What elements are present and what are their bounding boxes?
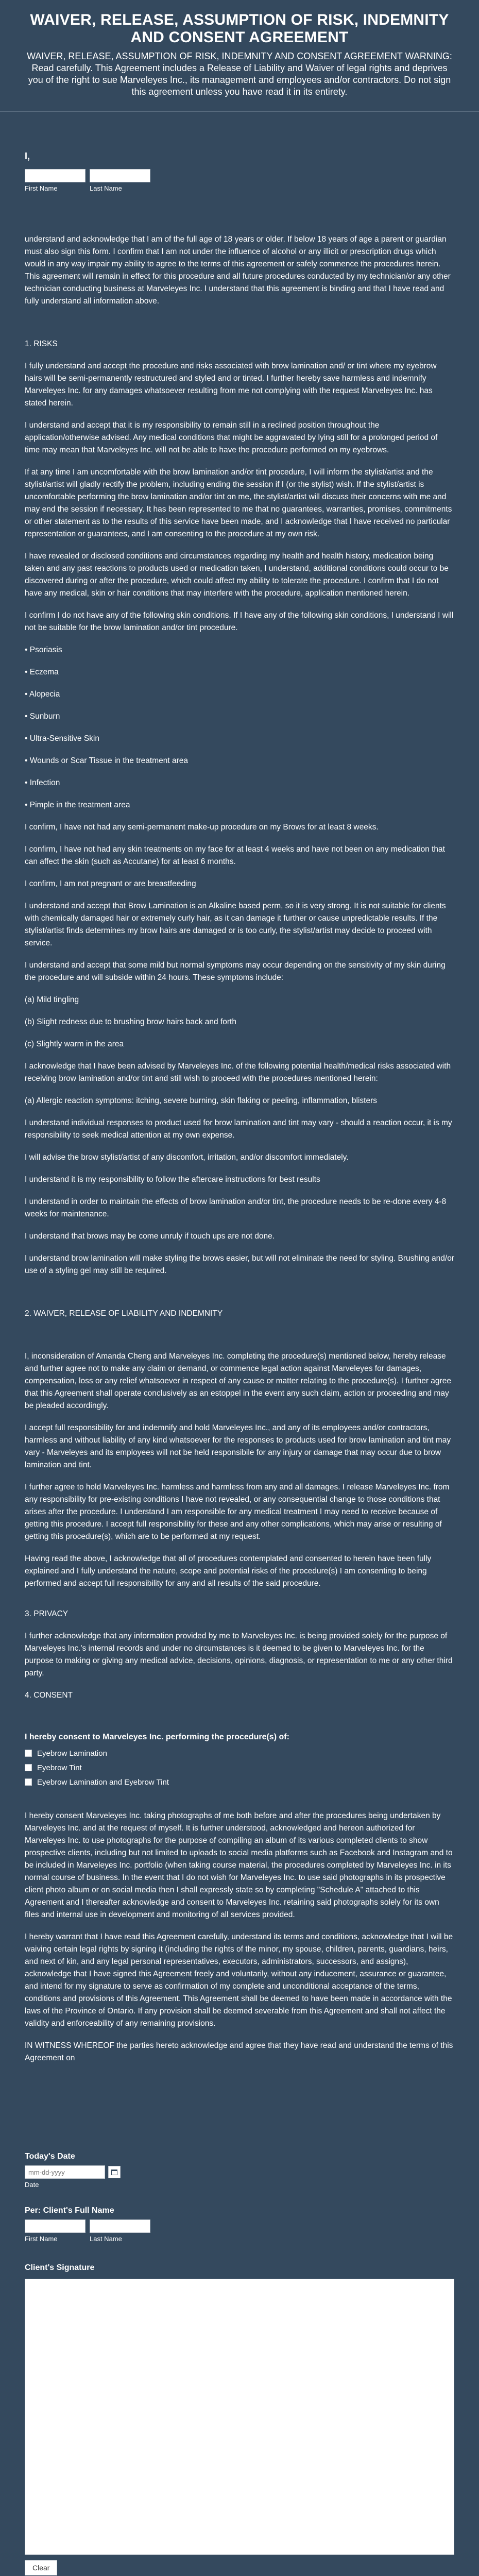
risks-paragraph: I confirm, I have not had any semi-permanent make-up procedure on my Brows for at least 8 weeks.: [25, 823, 379, 832]
consent-procedures-title: I hereby consent to Marveleyes Inc. performing the procedure(s) of:: [25, 1733, 289, 1741]
checkbox[interactable]: [25, 1750, 32, 1757]
intro-paragraph: understand and acknowledge that I am of the full age of 18 years or older. If below 18 years of age a parent or guardian must also sign this form. I confirm that I am not under the influence of alcohol or any illicit or prescription drugs which would in any way impair my ability to agree to the terms of this agreement or safely commence the procedures herein. This agreement will remain in effect for this procedure and all future procedures conducted by my technician/or any other technician conducting business at Marveleyes Inc. I understand that this agreement is binding and that I have read and fully understand all information above.: [25, 235, 451, 306]
spacer: [0, 1789, 479, 1810]
last-name-input[interactable]: [90, 169, 150, 182]
date-row: [25, 2165, 454, 2179]
calendar-icon: [111, 2170, 117, 2175]
last-name-label: Last Name: [90, 184, 122, 192]
page-subtitle: WAIVER, RELEASE, ASSUMPTION OF RISK, INDEMNITY AND CONSENT AGREEMENT WARNING: Read carefully. This Agreement includes a Release of Liability and Waiver of legal rights and deprives you of the right to sue Marveleyes Inc., its management and employees and/or contractors. Do not sign this agreement unless you have read it in its entirety.: [27, 51, 452, 97]
signature-section: [0, 2263, 479, 2575]
privacy-paragraph: I further acknowledge that any information provided by me to Marveleyes Inc. is being provided solely for the purpose of Marveleyes Inc.'s internal records and under no circumstances is it deemed to be given to Marveleyes Inc. for the purpose to making or giving any medical advice, decisions, opinions, diagnosis, or representation to me or any other third party.: [25, 1632, 453, 1677]
spacer: [25, 1330, 454, 1350]
risks-heading: 1. RISKS: [25, 340, 58, 348]
risks-paragraph: I understand in order to maintain the effects of brow lamination and/or tint, the procedure needs to be re-done every 4-8 weeks for maintenance.: [25, 1197, 447, 1218]
date-sublabel: Date: [25, 2181, 39, 2189]
skin-condition-item: • Eczema: [25, 668, 59, 676]
risks-paragraph: I confirm, I am not pregnant or are breastfeeding: [25, 879, 196, 888]
waiver-heading: 2. WAIVER, RELEASE OF LIABILITY AND INDEMNITY: [25, 1309, 223, 1318]
risks-paragraph: (a) Allergic reaction symptoms: itching, severe burning, skin flaking or peeling, inflammation, blisters: [25, 1096, 378, 1105]
checkbox[interactable]: [25, 1778, 32, 1786]
procedure-option-label: Eyebrow Lamination and Eyebrow Tint: [37, 1777, 169, 1787]
consent-paragraph: IN WITNESS WHEREOF the parties hereto acknowledge and agree that they have read and understand the terms of this Agreement on: [25, 2041, 453, 2062]
procedure-option-label: Eyebrow Lamination: [37, 1749, 107, 1758]
client-last-name-column: [90, 2219, 150, 2243]
risks-paragraph: I understand brow lamination will make styling the brows easier, but will not eliminate the need for styling. Brushing and/or use of a styling gel may still be required.: [25, 1254, 454, 1275]
risks-paragraph: I fully understand and accept the procedure and risks associated with brow lamination and/ or tint where my eyebrow hairs will be semi-permanently restructured and styled and or tinted. I further hereby save harmless and indemnify Marveleyes Inc. for any damages whatsoever resulting from me not complying with the request Marveleyes Inc. has stated herein.: [25, 362, 437, 408]
consent-heading: 4. CONSENT: [25, 1691, 73, 1700]
consent-body: [0, 1810, 479, 2064]
procedure-option-lamination-and-tint[interactable]: [25, 1775, 454, 1789]
risks-paragraph: I understand it is my responsibility to follow the aftercare instructions for best results: [25, 1175, 320, 1184]
symptom-item: (c) Slightly warm in the area: [25, 1040, 124, 1048]
first-name-input[interactable]: [25, 169, 85, 182]
consent-paragraph: I hereby warrant that I have read this Agreement carefully, understand its terms and conditions, acknowledge that I will be waiving certain legal rights by signing it (including the rights of the minor, my spouse, children, parents, guardians, heirs, and next of kin, and any legal personal representatives, executors, administrators, successors, and assigns), acknowledge that I have signed this Agreement freely and voluntarily, without any inducement, assurance or guarantee, and intend for my signature to serve as confirmation of my complete and unconditional acceptance of the terms, conditions and provisions of this Agreement. This Agreement shall be deemed to have been made in accordance with the laws of the Province of Ontario. If any provision shall be deemed severable from this Agreement and shall not affect the validity and enforceability of any remaining provisions.: [25, 1933, 453, 2028]
procedure-option-label: Eyebrow Tint: [37, 1763, 82, 1772]
procedure-option-lamination[interactable]: [25, 1746, 454, 1760]
risks-paragraph: I will advise the brow stylist/artist of any discomfort, irritation, and/or discomfort immediately.: [25, 1153, 349, 1162]
spacer: [25, 1600, 454, 1608]
risks-paragraph: I understand that brows may be come unruly if touch ups are not done.: [25, 1232, 275, 1241]
risks-paragraph: I confirm, I have not had any skin treatments on my face for at least 4 weeks and have not been on any medication that can affect the skin (such as Accutane) for at least 6 months.: [25, 845, 445, 866]
skin-condition-item: • Pimple in the treatment area: [25, 801, 130, 809]
risks-paragraph: I have revealed or disclosed conditions and circumstances regarding my health and health history, medication being taken and any past reactions to products used or medication taken, I understand, additional conditions could occur to be discovered during or after the procedure, which could affect my ability to tolerate the procedure. I confirm that I do not have any medical, skin or hair conditions that may interfere with the procedure, application mentioned herein.: [25, 552, 449, 598]
risks-paragraph: I understand and accept that some mild but normal symptoms may occur depending on the sensitivity of my skin during the procedure and will subside within 24 hours. These symptoms include:: [25, 961, 446, 982]
skin-condition-item: • Sunburn: [25, 712, 60, 721]
page-title: WAIVER, RELEASE, ASSUMPTION OF RISK, INDEMNITY AND CONSENT AGREEMENT: [30, 11, 449, 46]
date-label: Today's Date: [25, 2152, 75, 2161]
name-intro-label: I,: [25, 151, 30, 161]
calendar-button[interactable]: [108, 2166, 121, 2178]
skin-condition-item: • Psoriasis: [25, 646, 62, 654]
clear-signature-button[interactable]: Clear: [25, 2560, 57, 2575]
skin-condition-item: • Ultra-Sensitive Skin: [25, 734, 99, 743]
client-name-label: Per: Client's Full Name: [25, 2206, 114, 2215]
agreement-body: [0, 233, 479, 1702]
waiver-paragraph: I further agree to hold Marveleyes Inc. harmless and harmless from any and all damages. I release Marveleyes Inc. from any responsibility for pre-existing conditions I have not revealed, or any consequential change to those conditions that arises after the procedure. I understand I am responsible for any medical treatment I may need to receive because of getting this procedure. I accept full responsibility for these and any other complications, which may arise or resulting of getting this procedure(s), which are to be performed at my request.: [25, 1483, 450, 1541]
client-name-section: [0, 2206, 479, 2243]
spacer: [25, 317, 454, 338]
waiver-paragraph: I accept full responsibility for and indemnify and hold Marveleyes Inc., and any of its employees and/or contractors, harmless and without liability of any kind whatsoever for the responses to products used for brow lamination and tint may vary - Marveleyes and its employees will not be held responsibile for any injury or damage that may occur due to brow lamination and tint.: [25, 1423, 451, 1469]
first-name-column: [25, 169, 85, 192]
client-first-name-input[interactable]: [25, 2219, 85, 2233]
client-last-name-input[interactable]: [90, 2219, 150, 2233]
risks-paragraph: I understand and accept that Brow Lamination is an Alkaline based perm, so it is very strong. It is not suitable for clients with chemically damaged hair or extremely curly hair, as it can damage it further or cause unpredictable results. If the stylist/artist finds determines my brow hairs are damaged or is too curly, the stylist/artist may decide to proceed with service.: [25, 902, 446, 947]
client-first-name-column: [25, 2219, 85, 2243]
first-name-label: First Name: [25, 184, 58, 192]
name-row: [25, 169, 454, 192]
risks-paragraph: I confirm I do not have any of the following skin conditions. If I have any of the following skin conditions, I understand I will not be suitable for the brow lamination and/or tint procedure.: [25, 611, 454, 632]
risks-paragraph: I understand individual responses to product used for brow lamination and tint may vary - should a reaction occur, it is my responsibility to seek medical attention at my own expense.: [25, 1118, 452, 1140]
client-name-row: [25, 2219, 454, 2243]
form-header: [0, 0, 479, 112]
skin-condition-item: • Wounds or Scar Tissue in the treatment area: [25, 756, 189, 765]
date-section: [0, 2152, 479, 2189]
skin-condition-item: • Alopecia: [25, 690, 60, 699]
privacy-heading: 3. PRIVACY: [25, 1609, 69, 1618]
symptom-item: (b) Slight redness due to brushing brow hairs back and forth: [25, 1018, 236, 1026]
name-section: [0, 112, 479, 192]
risks-paragraph: If at any time I am uncomfortable with the brow lamination and/or tint procedure, I will inform the stylist/artist and the stylist/artist will gladly rectify the problem, including ending the session if I (or the stylist) wish. If the stylist/artist is uncomfortable performing the brow lamination and/or tint on me, the stylist/artist will discuss their concerns with me and may end the session if necessary. It has been represented to me that no guarantees, warranties, promises, commitments or other statement as to the results of this service have been made, and I acknowledge that I have received no particular representation or guarantees, and I am consenting to the procedure at my own risk.: [25, 468, 452, 538]
procedure-options: [0, 1746, 479, 1789]
skin-condition-item: • Infection: [25, 778, 60, 787]
signature-pad[interactable]: [25, 2279, 454, 2555]
procedure-option-tint[interactable]: [25, 1760, 454, 1775]
signature-label: Client's Signature: [25, 2263, 95, 2272]
last-name-column: [90, 169, 150, 192]
spacer: [0, 192, 479, 233]
client-last-name-label: Last Name: [90, 2235, 122, 2243]
date-input[interactable]: [25, 2165, 105, 2179]
symptom-item: (a) Mild tingling: [25, 995, 79, 1004]
spacer: [25, 1287, 454, 1308]
checkbox[interactable]: [25, 1764, 32, 1771]
client-first-name-label: First Name: [25, 2235, 58, 2243]
waiver-paragraph: Having read the above, I acknowledge that all of procedures contemplated and consented to herein have been fully explained and I fully understand the nature, scope and potential risks of the procedure(s) I am consenting to being performed and accept full responsibility for any and all results of the said procedure.: [25, 1554, 432, 1588]
waiver-paragraph: I, inconsideration of Amanda Cheng and Marveleyes Inc. completing the procedure(s) mentioned below, hereby release and further agree not to make any claim or demand, or commence legal action against Marveleyes for damages, compensation, loss or any relief whatsoever in respect of any cause or matter relating to the procedure(s). I further agree that this Agreement shall operate conclusively as an estoppel in the event any such claim, action or proceeding and may be pleaded accordingly.: [25, 1352, 451, 1410]
consent-paragraph: I hereby consent Marveleyes Inc. taking photographs of me both before and after the procedures being undertaken by Marveleyes Inc. and at the request of myself. It is further understood, acknowledged and hereon authorized for Marveleyes Inc. to use photographs for the purpose of compiling an album of its various completed clients to show prospective clients, including but not limited to uploads to social media platforms such as Facebook and Instagram and to be included in Marveleyes Inc. portfolio (when taking course material, the procedures completed by Marveleyes Inc. in its normal course of business. In the event that I do not wish for Marveleyes Inc. to use said photographs in its prospective client photo album or on social media then I shall expressly state so by completing "Schedule A" attached to this Agreement and I thereafter acknowledge and consent to Marveleyes Inc. retaining said photographs solely for its own files and internal use in development and monitoring of all services provided.: [25, 1811, 453, 1919]
risks-paragraph: I acknowledge that I have been advised by Marveleyes Inc. of the following potential health/medical risks associated with receiving brow lamination and/or tint and still wish to proceed with the procedures mentioned herein:: [25, 1062, 451, 1083]
risks-paragraph: I understand and accept that it is my responsibility to remain still in a reclined position throughout the application/otherwise advised. Any medical conditions that might be aggravated by lying still for a prolonged period of time may mean that Marveleyes Inc. will not be able to have the procedure performed on my eyebrows.: [25, 421, 438, 454]
